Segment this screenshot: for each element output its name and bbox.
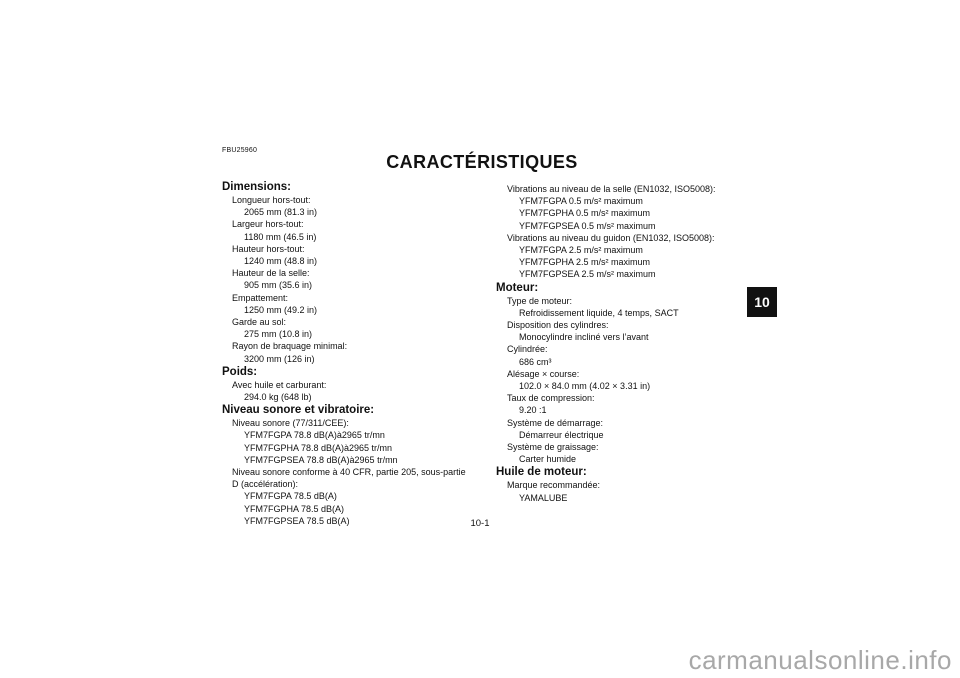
spec-value: 2065 mm (81.3 in) [244,207,318,218]
spec-label: Hauteur hors-tout: [232,243,305,254]
spec-label: Longueur hors-tout: [232,195,311,205]
document-code: FBU25960 [222,147,258,154]
section-heading-huile: Huile de moteur: [496,466,587,479]
spec-label: Hauteur de la selle: [232,268,310,279]
spec-label: Système de graissage: [507,442,599,453]
spec-value: YFM7FGPSEA 2.5 m/s² maximum [519,269,656,280]
spec-label: Rayon de braquage minimal: [232,341,348,352]
spec-value: YFM7FGPSEA 78.8 dB(A)à2965 tr/mn [244,454,398,465]
spec-value: Démarreur électrique [519,429,604,440]
spec-value: 686 cm³ [519,356,552,367]
spec-value: YAMALUBE [519,492,568,503]
page-title: CARACTÉRISTIQUES [386,152,578,172]
spec-value: YFM7FGPSEA 78.5 dB(A) [244,515,350,526]
spec-value: YFM7FGPA 0.5 m/s² maximum [519,196,643,207]
right-column [496,183,746,504]
spec-value: YFM7FGPA 78.8 dB(A)à2965 tr/mn [244,430,385,441]
spec-label: Empattement: [232,292,289,303]
spec-value: YFM7FGPHA 78.8 dB(A)à2965 tr/mn [244,442,393,453]
spec-value: YFM7FGPHA 78.5 dB(A) [244,503,345,514]
section-heading-niveau: Niveau sonore et vibratoire: [222,404,375,417]
spec-label: Avec huile et carburant: [232,379,327,390]
spec-value: YFM7FGPHA 0.5 m/s² maximum [519,208,651,219]
spec-value: 3200 mm (126 in) [244,353,315,364]
spec-value: 294.0 kg (648 lb) [244,392,312,403]
spec-label: Type de moteur: [507,295,573,306]
section-heading-poids: Poids: [222,365,258,378]
spec-label: Taux de compression: [507,393,595,404]
left-column [222,180,472,527]
spec-label: Vibrations au niveau de la selle (EN1032, ISO5008): [507,184,716,194]
spec-label: Système de démarrage: [507,417,604,428]
spec-label: Disposition des cylindres: [507,320,609,331]
spec-value: YFM7FGPSEA 0.5 m/s² maximum [519,220,656,231]
spec-value: 905 mm (35.6 in) [244,280,313,291]
watermark: carmanualsonline.info [688,645,952,675]
chapter-tab: 10 [747,287,777,317]
spec-value: 1240 mm (48.8 in) [244,256,318,267]
spec-label: Vibrations au niveau du guidon (EN1032, ISO5008): [507,232,715,243]
spec-value: 9.20 :1 [519,405,547,416]
section-heading-moteur: Moteur: [496,281,539,294]
spec-value: Refroidissement liquide, 4 temps, SACT [519,307,679,318]
page-number: 10-1 [470,518,490,529]
spec-value: 1180 mm (46.5 in) [244,231,317,242]
spec-value: YFM7FGPA 2.5 m/s² maximum [519,245,643,256]
section-heading-dimensions: Dimensions: [222,181,292,193]
spec-label: Marque recommandée: [507,480,601,491]
spec-value: 102.0 × 84.0 mm (4.02 × 3.31 in) [519,381,651,392]
spec-label: Largeur hors-tout: [232,219,304,230]
spec-value: 275 mm (10.8 in) [244,329,313,340]
spec-value: 1250 mm (49.2 in) [244,304,318,315]
spec-label: Alésage × course: [507,368,580,379]
spec-value: YFM7FGPHA 2.5 m/s² maximum [519,257,651,268]
spec-label: Niveau sonore conforme à 40 CFR, partie 205, sous-partie D (accélération): [232,467,466,490]
spec-label: Cylindrée: [507,344,548,355]
spec-value: Monocylindre incliné vers l’avant [519,332,649,343]
spec-value: YFM7FGPA 78.5 dB(A) [244,491,337,502]
spec-value: Carter humide [519,454,577,465]
spec-label: Niveau sonore (77/311/CEE): [232,418,349,429]
spec-label: Garde au sol: [232,317,287,328]
